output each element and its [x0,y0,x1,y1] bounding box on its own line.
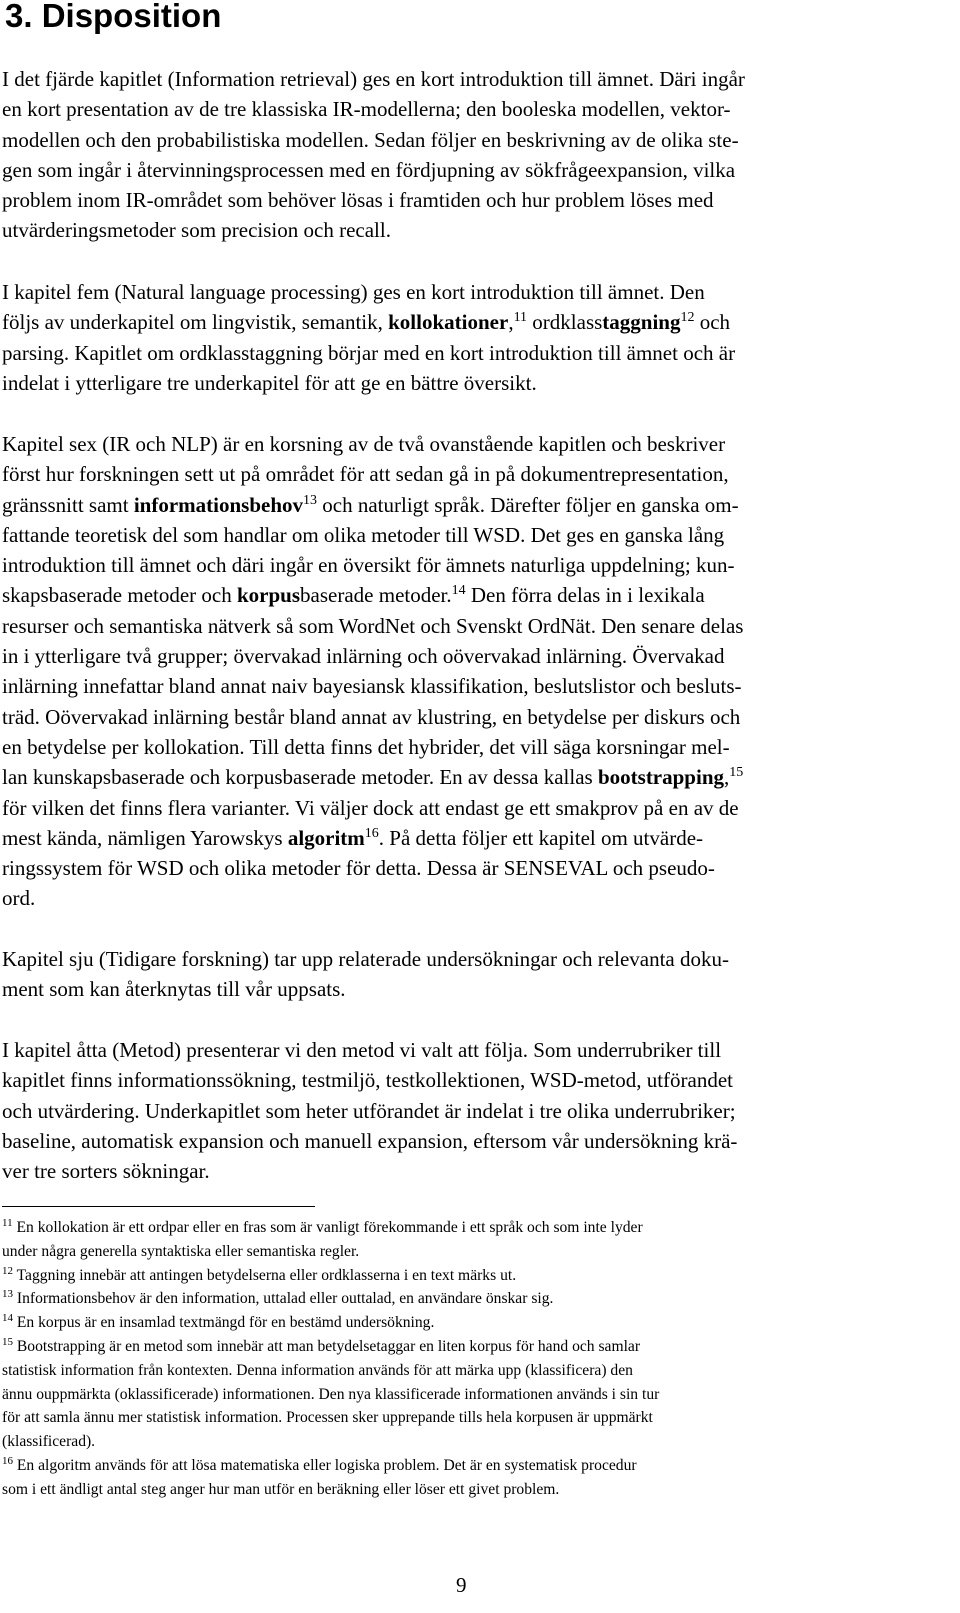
footnote-number: 13 [2,1288,13,1301]
footnote-ref-16: 16 [364,825,379,841]
footnote-number: 15 [2,1335,13,1348]
footnote-line [2,1311,932,1335]
footnote-line: under några generella syntaktiska eller semantiska regler. [2,1242,360,1260]
text-run: mest kända, nämligen Yarowskys [2,825,288,850]
text-line: ringssystem för WSD och olika metoder för detta. Dessa är SENSEVAL och pseudo- [2,856,715,881]
text-line: parsing. Kapitlet om ordklasstaggning börjar med en kort introduktion till ämnet och är [2,340,736,365]
text-run: skapsbaserade metoder och [2,583,237,608]
text-line: träd. Oövervakad inlärning består bland annat av klustring, en betydelse per diskurs och [2,704,741,729]
footnote-number: 16 [2,1454,13,1467]
footnote-12 [2,1264,932,1288]
text-run: och naturligt språk. Därefter följer en ganska om- [317,492,739,517]
footnote-line [2,1216,932,1240]
text-run: Den förra delas in i lexikala [465,583,705,608]
footnote-line [2,1335,932,1359]
text-run: , [508,310,514,335]
paragraph-1 [2,64,930,246]
term-informationsbehov: informationsbehov [133,492,304,517]
text-line: ord. [2,886,36,911]
text-line [2,762,930,792]
footnote-line [2,1454,932,1478]
text-line: problem inom IR-området som behöver lösas i framtiden och hur problem löses med [2,188,714,213]
footnote-text: Informationsbehov är den information, uttalad eller outtalad, en användare önskar sig. [16,1290,554,1308]
term-bootstrapping: bootstrapping [597,765,724,790]
section-heading: 3. Disposition [5,0,222,34]
footnotes [2,1216,932,1502]
paragraph-4 [2,944,930,1005]
text-run: lan kunskapsbaserade och korpusbaserade metoder. En av dessa kallas [2,765,598,790]
footnote-15 [2,1335,932,1454]
text-line: gen som ingår i återvinningsprocessen med en fördjupning av sökfrågeexpansion, vilka [2,157,736,182]
footnote-16 [2,1454,932,1502]
footnote-text: En korpus är en insamlad textmängd för en bestämd undersökning. [16,1314,435,1332]
paragraph-5 [2,1035,930,1186]
footnote-line [2,1287,932,1311]
text-run: , [724,765,730,790]
footnote-number: 14 [2,1312,13,1324]
text-line: I kapitel fem (Natural language processing) ges en kort introduktion till ämnet. Den [2,280,705,304]
footnote-line: ännu ouppmärkta (oklassificerade) informationen. Den nya klassificerade informationen används i sin tur [2,1385,660,1403]
footnote-ref-11: 11 [513,310,528,326]
text-line [2,307,930,337]
text-line: en kort presentation av de tre klassiska IR-modellerna; den booleska modellen, vektor- [2,97,731,122]
footnote-number: 11 [2,1216,13,1229]
paragraph-3 [2,429,930,914]
footnote-ref-12: 12 [680,310,695,326]
text-line: ver tre sorters sökningar. [2,1159,210,1184]
text-line: en betydelse per kollokation. Till detta finns det hybrider, det vill säga korsningar mel- [2,734,730,759]
footnote-number: 12 [2,1264,13,1277]
text-line: Kapitel sex (IR och NLP) är en korsning av de två ovanstående kapitlen och beskriver [2,432,726,456]
text-line: först hur forskningen sett ut på området för att sedan gå in på dokumentrepresentation, [2,462,729,487]
text-line: resurser och semantiska nätverk så som WordNet och Svenskt OrdNät. Den senare delas [2,613,744,638]
text-line: I det fjärde kapitlet (Information retrieval) ges en kort introduktion till ämnet. Däri ingår [2,67,745,91]
footnote-line: som i ett ändligt antal steg anger hur man utför en beräkning eller löser ett givet problem. [2,1480,560,1498]
footnote-11 [2,1216,932,1264]
text-line: Kapitel sju (Tidigare forskning) tar upp relaterade undersökningar och relevanta doku- [2,947,729,971]
text-line: I kapitel åtta (Metod) presenterar vi den metod vi valt att följa. Som underrubriker till [2,1038,722,1062]
footnote-line: för att samla ännu mer statistisk information. Processen sker upprepande tills hela korpusen är uppmärkt [2,1409,653,1427]
text-line [2,580,930,610]
text-line: in i ytterligare två grupper; övervakad inlärning och oövervakad inlärning. Övervakad [2,644,725,669]
text-line: inlärning innefattar bland annat naiv bayesiansk klassifikation, beslutslistor och besluts- [2,674,742,699]
footnote-line [2,1264,932,1288]
footnote-ref-13: 13 [303,492,318,508]
text-run: baserade metoder. [300,583,452,608]
text-line [2,490,930,520]
footnote-text: En algoritm används för att lösa matematiska eller logiska problem. Det är en systematisk procedur [16,1456,637,1474]
text-run: . På detta följer ett kapitel om utvärde- [378,825,704,850]
footnote-text: En kollokation är ett ordpar eller en fras som är vanligt förekommande i ett språk och som inte lyder [16,1219,643,1236]
text-line: fattande teoretisk del som handlar om olika metoder till WSD. Det ges en ganska lång [2,522,725,547]
paragraph-2 [2,277,930,398]
footnote-13 [2,1287,932,1311]
text-line: och utvärdering. Underkapitlet som heter utförandet är indelat i tre olika underrubriker; [2,1098,736,1123]
text-line: introduktion till ämnet och däri ingår en översikt för ämnets naturliga uppdelning; kun- [2,553,735,578]
page-number: 9 [456,1573,467,1597]
text-line: ment som kan återknytas till vår uppsats. [2,977,346,1002]
text-run: gränssnitt samt [2,492,134,517]
term-taggning: taggning [602,310,681,335]
footnote-line: statistisk information från kontexten. Denna information används för att märka upp (klassificera) den [2,1361,633,1379]
term-kollokationer: kollokationer [388,310,509,335]
footnote-text: Taggning innebär att antingen betydelserna eller ordklasserna i en text märks ut. [16,1266,517,1284]
text-run: följs av underkapitel om lingvistik, semantik, [2,310,389,335]
footnote-divider [2,1206,315,1207]
term-algoritm: algoritm [287,825,365,850]
text-line [2,823,930,853]
text-line: för vilken det finns flera varianter. Vi väljer dock att endast ge ett smakprov på en av de [2,795,739,820]
footnote-ref-15: 15 [729,765,744,781]
footnote-ref-14: 14 [451,583,466,599]
text-line: modellen och den probabilistiska modellen. Sedan följer en beskrivning av de olika ste- [2,127,739,152]
text-line: kapitlet finns informationssökning, testmiljö, testkollektionen, WSD-metod, utförandet [2,1068,734,1093]
text-run: och [694,310,731,335]
text-line: utvärderingsmetoder som precision och recall. [2,218,391,243]
footnote-text: Bootstrapping är en metod som innebär att man betydelsetaggar en liten korpus för hand och samlar [16,1337,641,1355]
footnote-line: (klassificerad). [2,1433,96,1451]
term-korpus: korpus [237,583,301,608]
text-line: indelat i ytterligare tre underkapitel för att ge en bättre översikt. [2,370,537,395]
text-run: ordklass [527,310,603,335]
text-line: baseline, automatisk expansion och manuell expansion, eftersom vår undersökning krä- [2,1128,738,1153]
footnote-14 [2,1311,932,1335]
